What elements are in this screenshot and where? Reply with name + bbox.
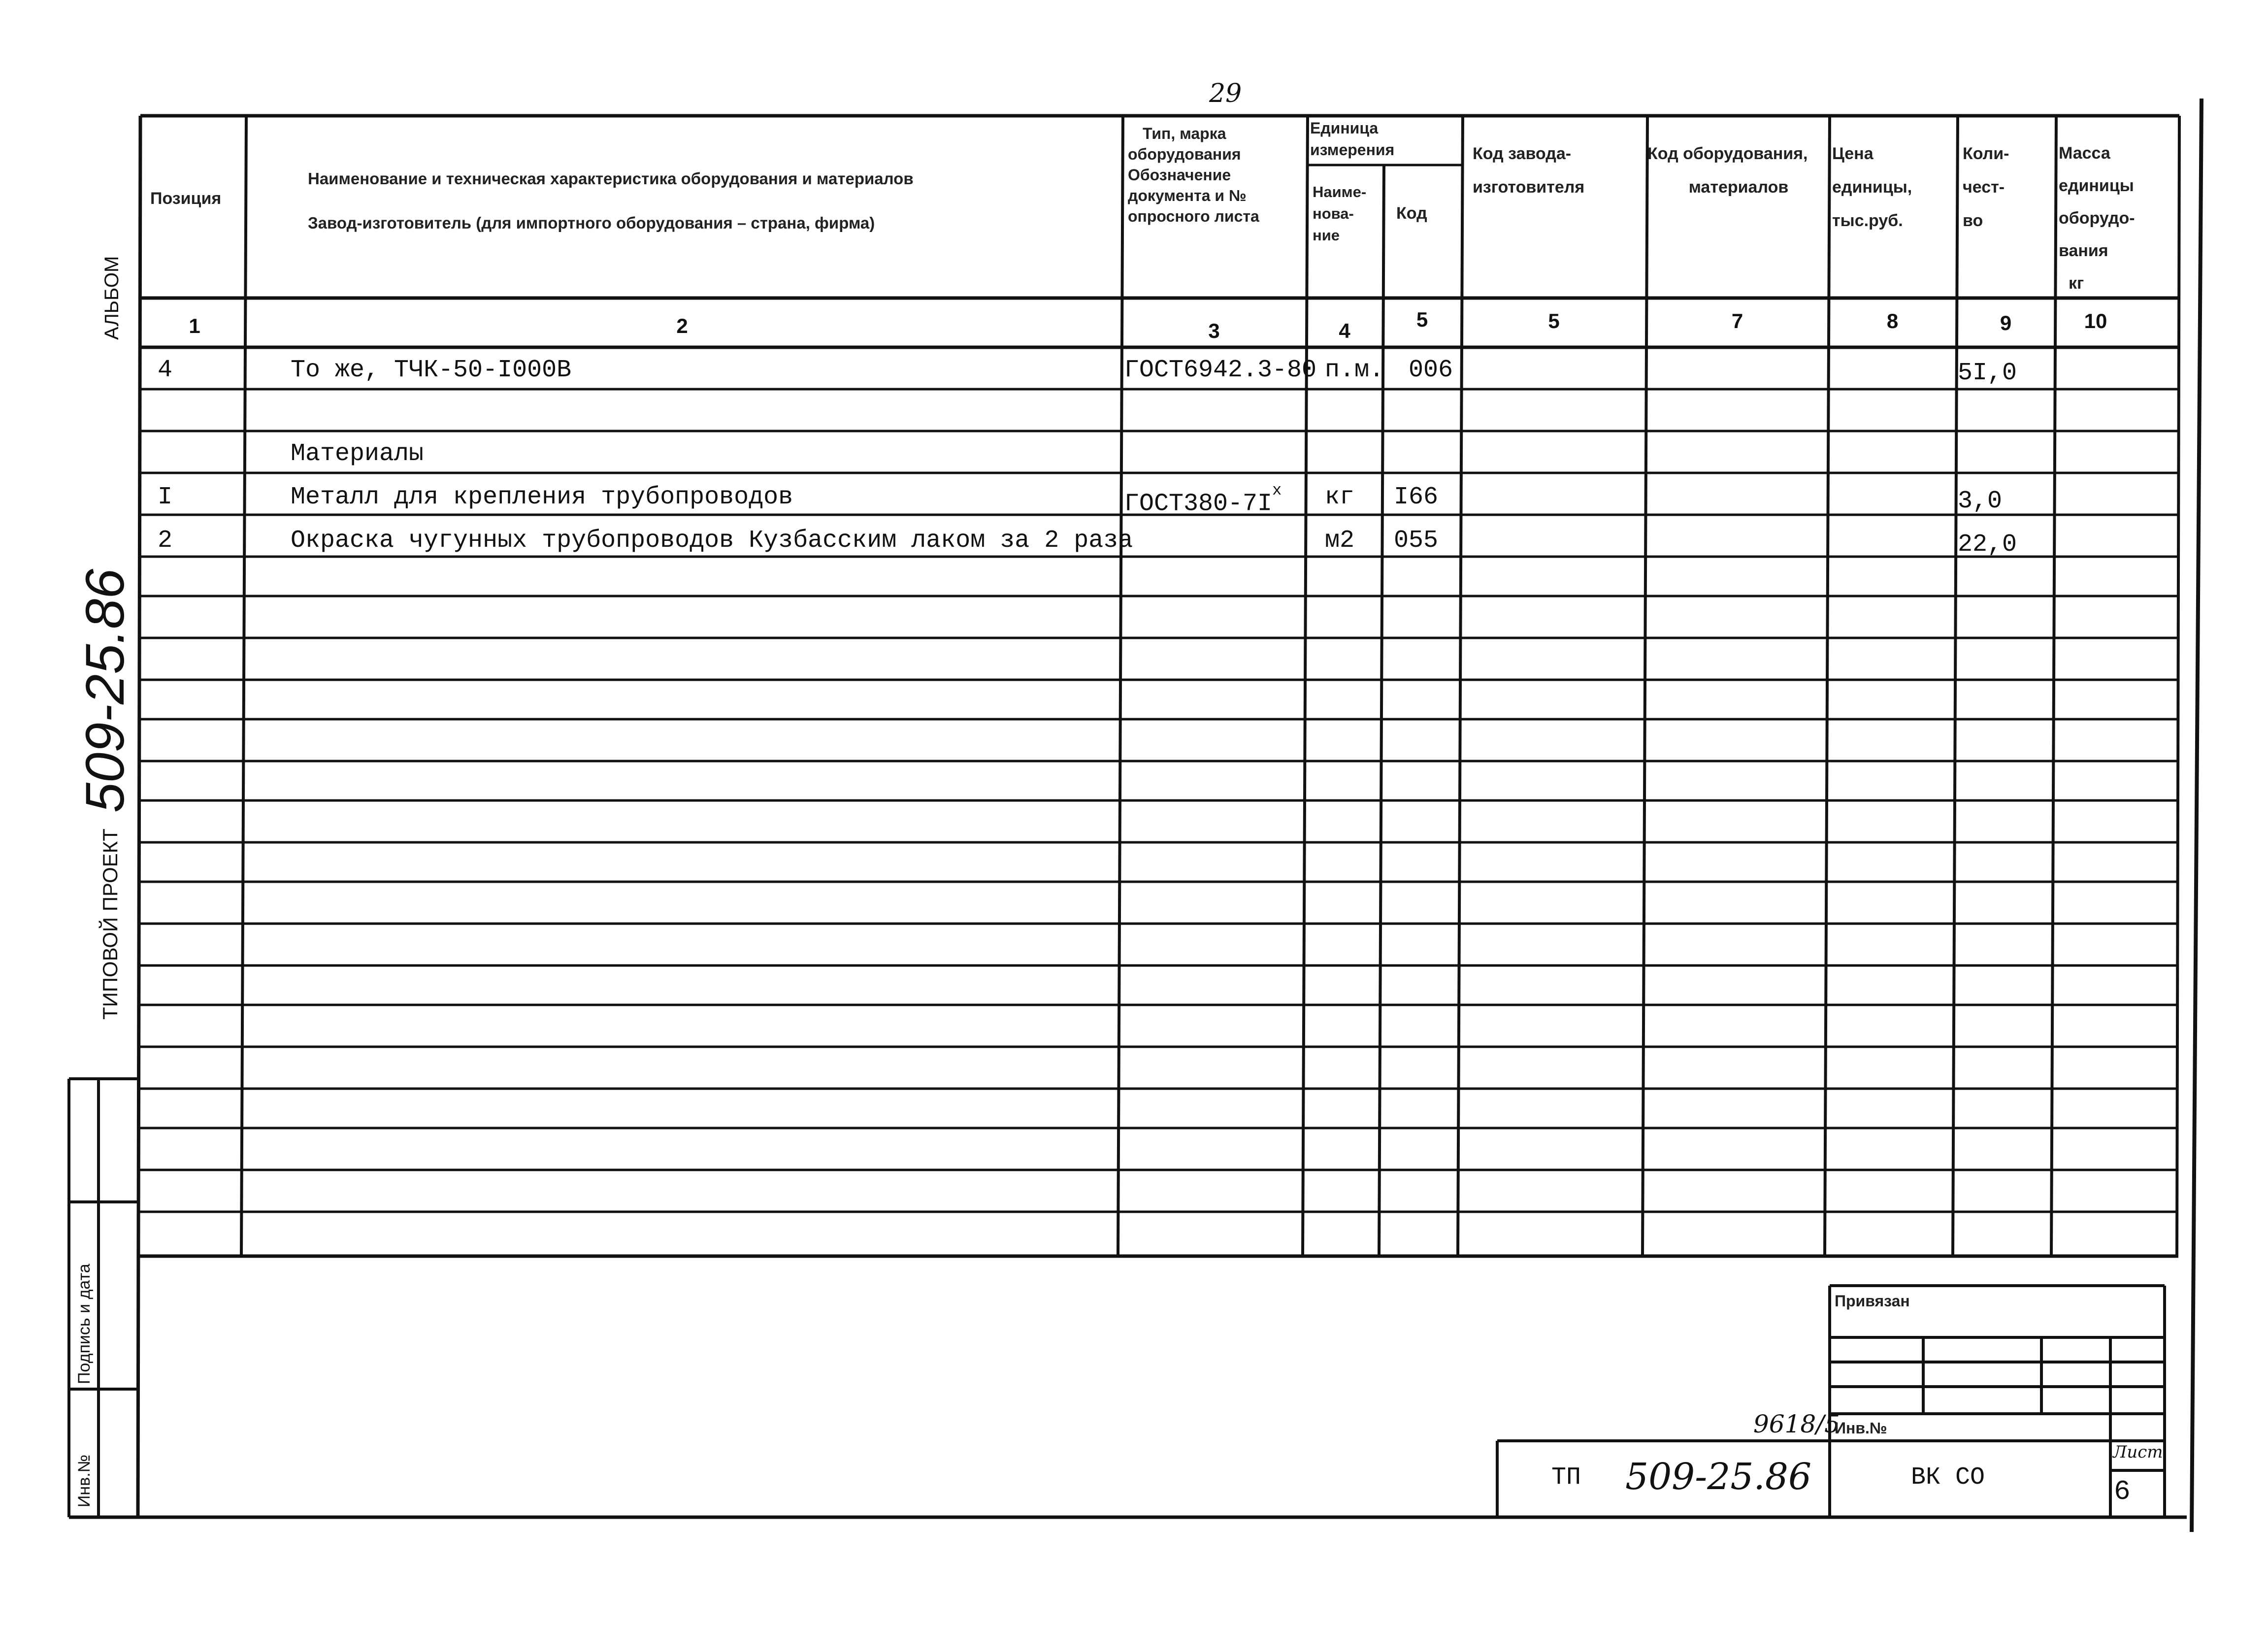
stamp-sign-date-label: Подпись и дата	[75, 1263, 94, 1384]
table-cell-unit: п.м.	[1325, 356, 1384, 384]
table-cell-name: Металл для крепления трубопроводов	[291, 483, 793, 511]
title-prefix: ТП	[1551, 1463, 1581, 1492]
header-quantity: Коли- чест- во	[1963, 144, 2009, 230]
table-cell-name: Окраска чугунных трубопроводов Кузбасским лаком за 2 раза	[291, 527, 1133, 555]
header-position: Позиция	[150, 189, 222, 208]
table-cell-doc: $ГОСТ380-7I^x$	[1124, 481, 1282, 518]
inventory-number: 9618/5	[1753, 1410, 1840, 1438]
table-cell-unit: кг	[1325, 483, 1355, 511]
table-cell-unit: м2	[1325, 527, 1355, 555]
margin-project-number: 509-25.86	[75, 568, 135, 813]
header-unit-group: Единица измерения	[1310, 119, 1395, 159]
col-number: 5	[1416, 308, 1428, 331]
table-cell-quantity: 22,0	[1958, 531, 2017, 559]
title-document-number: 509-25.86	[1625, 1456, 1812, 1498]
header-equipment-code: Код оборудования, материалов	[1647, 144, 1808, 197]
table-cell-code: I66	[1394, 483, 1439, 511]
title-document-code: ВК СО	[1911, 1463, 1985, 1492]
table-cell-position: I	[158, 483, 173, 511]
album-label: АЛЬБОМ	[101, 256, 123, 340]
header-name-line1: Наименование и техническая характеристика оборудования и материалов	[308, 169, 914, 188]
col-number: 1	[189, 314, 200, 337]
col-number: 3	[1208, 319, 1220, 342]
col-number: 8	[1886, 309, 1899, 332]
header-name-line2: Завод-изготовитель (для импортного оборудования – страна, фирма)	[308, 214, 875, 232]
table-cell-position: 4	[158, 356, 173, 384]
header-plant-code: Код завода- изготовителя	[1473, 144, 1585, 197]
section-heading: Материалы	[291, 440, 424, 468]
typical-project-label: ТИПОВОЙ ПРОЕКТ	[99, 829, 122, 1020]
col-number: 7	[1731, 309, 1743, 332]
inventory-label: Инв.№	[1835, 1419, 1887, 1437]
table-cell-doc: ГОСТ6942.3-80	[1124, 356, 1317, 384]
table-cell-quantity: 5I,0	[1958, 359, 2017, 387]
header-unit-mass: Масса единицы оборудо- вания кг	[2059, 144, 2135, 293]
col-number: 4	[1339, 319, 1350, 342]
header-type-doc: Тип, марка оборудования Обозначение документа и № опросного листа	[1128, 125, 1259, 225]
header-unit-price: Цена единицы, тыс.руб.	[1832, 144, 1912, 230]
col-number: 10	[2084, 309, 2107, 332]
sheet-number: 6	[2114, 1476, 2131, 1507]
table-cell-code: 006	[1409, 356, 1453, 384]
stamp-inv-label: Инв.№	[75, 1454, 94, 1507]
table-cell-quantity: 3,0	[1958, 487, 2003, 515]
header-unit-code: Код	[1396, 204, 1427, 223]
col-number: 2	[676, 314, 688, 337]
col-number: 5	[1548, 309, 1560, 332]
col-number: 9	[2000, 311, 2012, 334]
bound-label: Привязан	[1835, 1292, 1910, 1310]
header-unit-name: Наиме- нова- ние	[1313, 183, 1367, 244]
table-cell-name: То же, ТЧК-50-I000B	[291, 356, 572, 384]
table-cell-position: 2	[158, 527, 173, 555]
page-number: 29	[1209, 79, 1242, 108]
table-cell-code: 055	[1394, 527, 1439, 555]
sheet-label: Лист	[2113, 1442, 2163, 1462]
